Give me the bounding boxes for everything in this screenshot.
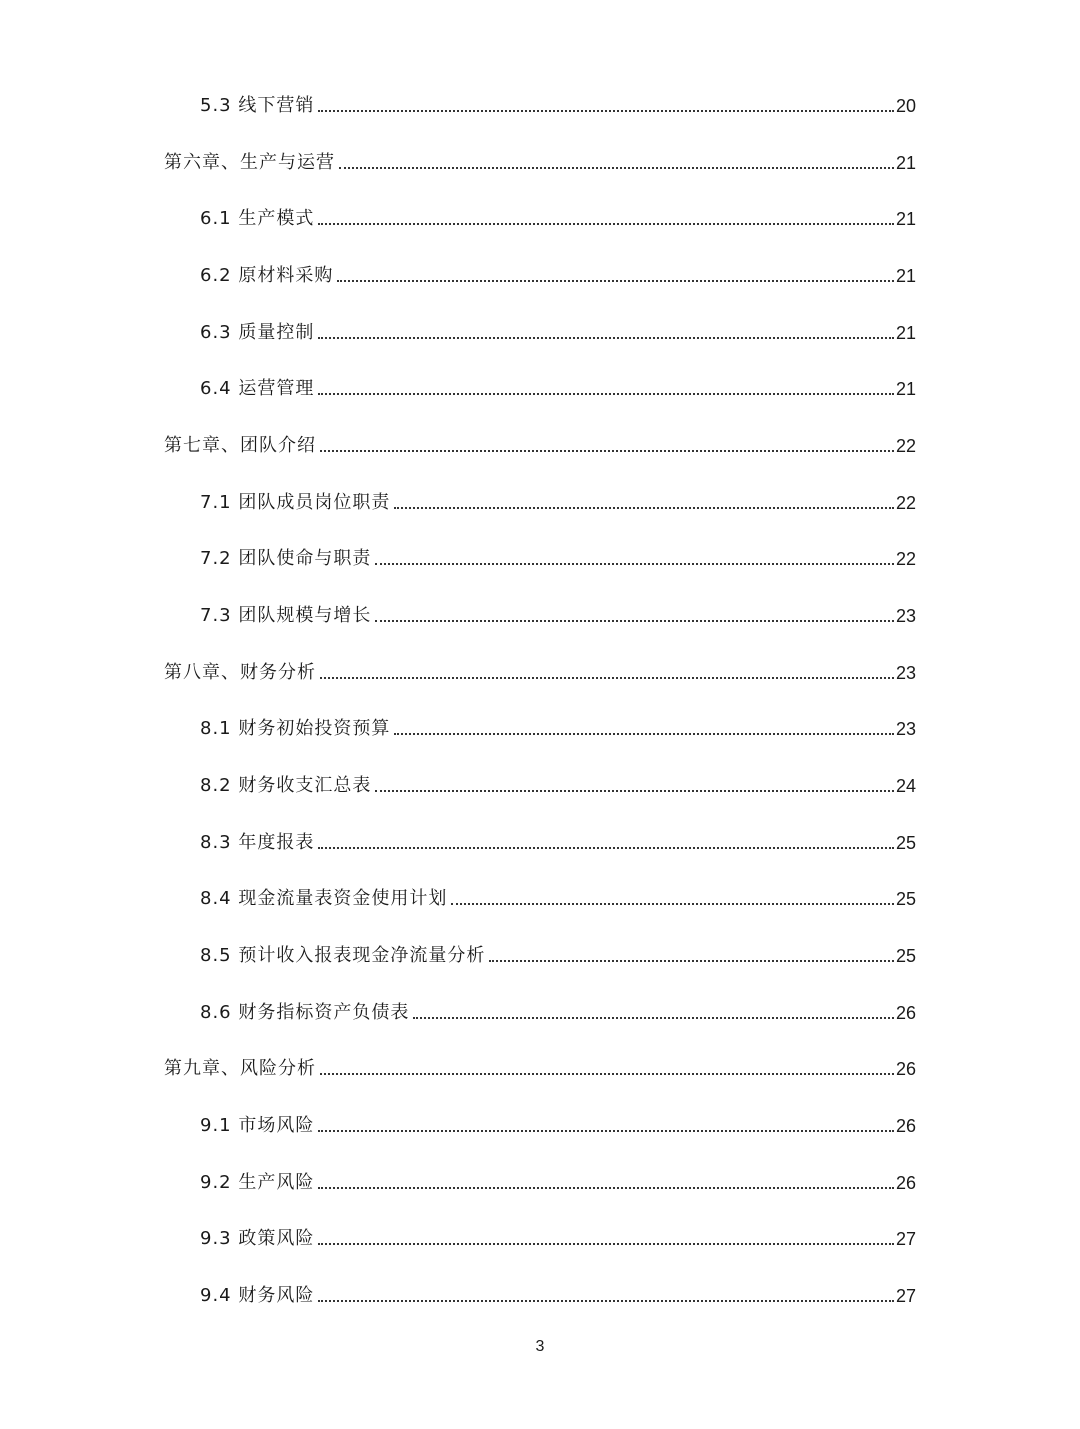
toc-entry-title: 第七章、团队介绍 (164, 435, 316, 456)
toc-entry-title: 6.3 质量控制 (200, 322, 315, 343)
toc-section-entry[interactable] (200, 597, 916, 627)
toc-entry-page-number: 23 (895, 663, 916, 683)
toc-entry-title: 8.4 现金流量表资金使用计划 (200, 888, 448, 909)
toc-section-entry[interactable] (200, 994, 916, 1024)
toc-dot-leader (339, 166, 894, 169)
toc-dot-leader (318, 1242, 894, 1245)
toc-entry-title: 8.1 财务初始投资预算 (200, 718, 391, 739)
toc-entry-page-number: 20 (895, 96, 916, 116)
toc-entry-title: 6.2 原材料采购 (200, 265, 334, 286)
toc-section-entry[interactable] (200, 1107, 916, 1137)
toc-section-entry[interactable] (200, 370, 916, 400)
toc-dot-leader (318, 1299, 894, 1302)
toc-dot-leader (318, 846, 894, 849)
toc-entry-page-number: 21 (895, 379, 916, 399)
toc-entry-page-number: 22 (895, 493, 916, 513)
toc-entry-title: 第八章、财务分析 (164, 662, 316, 683)
toc-entry-page-number: 23 (895, 719, 916, 739)
toc-section-entry[interactable] (200, 937, 916, 967)
toc-chapter-entry[interactable] (164, 144, 916, 174)
toc-entry-title: 9.2 生产风险 (200, 1172, 315, 1193)
toc-entry-page-number: 27 (895, 1286, 916, 1306)
toc-section-entry[interactable] (200, 1164, 916, 1194)
toc-dot-leader (318, 336, 894, 339)
toc-entry-page-number: 21 (895, 266, 916, 286)
toc-entry-page-number: 22 (895, 549, 916, 569)
toc-dot-leader (318, 1129, 894, 1132)
toc-section-entry[interactable] (200, 767, 916, 797)
toc-entry-page-number: 22 (895, 436, 916, 456)
toc-dot-leader (318, 222, 894, 225)
toc-entry-title: 第六章、生产与运营 (164, 152, 335, 173)
toc-entry-title: 7.2 团队使命与职责 (200, 548, 372, 569)
toc-entry-page-number: 26 (895, 1116, 916, 1136)
toc-entry-title: 6.1 生产模式 (200, 208, 315, 229)
toc-entry-page-number: 21 (895, 153, 916, 173)
toc-section-entry[interactable] (200, 540, 916, 570)
toc-section-entry[interactable] (200, 824, 916, 854)
toc-section-entry[interactable] (200, 200, 916, 230)
toc-dot-leader (320, 449, 894, 452)
toc-section-entry[interactable] (200, 257, 916, 287)
toc-entry-title: 8.2 财务收支汇总表 (200, 775, 372, 796)
toc-dot-leader (394, 506, 894, 509)
toc-section-entry[interactable] (200, 710, 916, 740)
toc-dot-leader (451, 902, 894, 905)
toc-entry-title: 7.1 团队成员岗位职责 (200, 492, 391, 513)
toc-entry-page-number: 24 (895, 776, 916, 796)
toc-section-entry[interactable] (200, 1277, 916, 1307)
page-number: 3 (535, 1338, 545, 1355)
toc-entry-page-number: 23 (895, 606, 916, 626)
toc-chapter-entry[interactable] (164, 654, 916, 684)
toc-entry-title: 6.4 运营管理 (200, 378, 315, 399)
toc-section-entry[interactable] (200, 314, 916, 344)
toc-entry-page-number: 27 (895, 1229, 916, 1249)
toc-dot-leader (318, 1186, 894, 1189)
toc-chapter-entry[interactable] (164, 427, 916, 457)
toc-entry-page-number: 21 (895, 323, 916, 343)
toc-chapter-entry[interactable] (164, 1050, 916, 1080)
toc-section-entry[interactable] (200, 484, 916, 514)
toc-entry-title: 第九章、风险分析 (164, 1058, 316, 1079)
toc-section-entry[interactable] (200, 880, 916, 910)
toc-dot-leader (375, 562, 894, 565)
toc-entry-page-number: 21 (895, 209, 916, 229)
toc-entry-title: 9.1 市场风险 (200, 1115, 315, 1136)
toc-dot-leader (489, 959, 894, 962)
toc-entry-title: 8.6 财务指标资产负债表 (200, 1002, 410, 1023)
toc-entry-title: 9.4 财务风险 (200, 1285, 315, 1306)
toc-dot-leader (320, 1072, 894, 1075)
toc-entry-page-number: 26 (895, 1059, 916, 1079)
toc-entry-title: 7.3 团队规模与增长 (200, 605, 372, 626)
toc-dot-leader (337, 279, 894, 282)
toc-dot-leader (320, 676, 894, 679)
toc-entry-title: 8.3 年度报表 (200, 832, 315, 853)
toc-section-entry[interactable] (200, 1220, 916, 1250)
toc-dot-leader (394, 732, 894, 735)
toc-entry-page-number: 26 (895, 1003, 916, 1023)
toc-dot-leader (375, 619, 894, 622)
toc-entry-title: 9.3 政策风险 (200, 1228, 315, 1249)
toc-dot-leader (413, 1016, 894, 1019)
toc-entry-page-number: 25 (895, 889, 916, 909)
toc-dot-leader (318, 109, 894, 112)
toc-entry-title: 5.3 线下营销 (200, 95, 315, 116)
toc-entry-page-number: 25 (895, 946, 916, 966)
toc-entry-page-number: 26 (895, 1173, 916, 1193)
toc-entry-title: 8.5 预计收入报表现金净流量分析 (200, 945, 486, 966)
toc-entry-page-number: 25 (895, 833, 916, 853)
toc-dot-leader (375, 789, 894, 792)
toc-section-entry[interactable] (200, 87, 916, 117)
toc-dot-leader (318, 392, 894, 395)
